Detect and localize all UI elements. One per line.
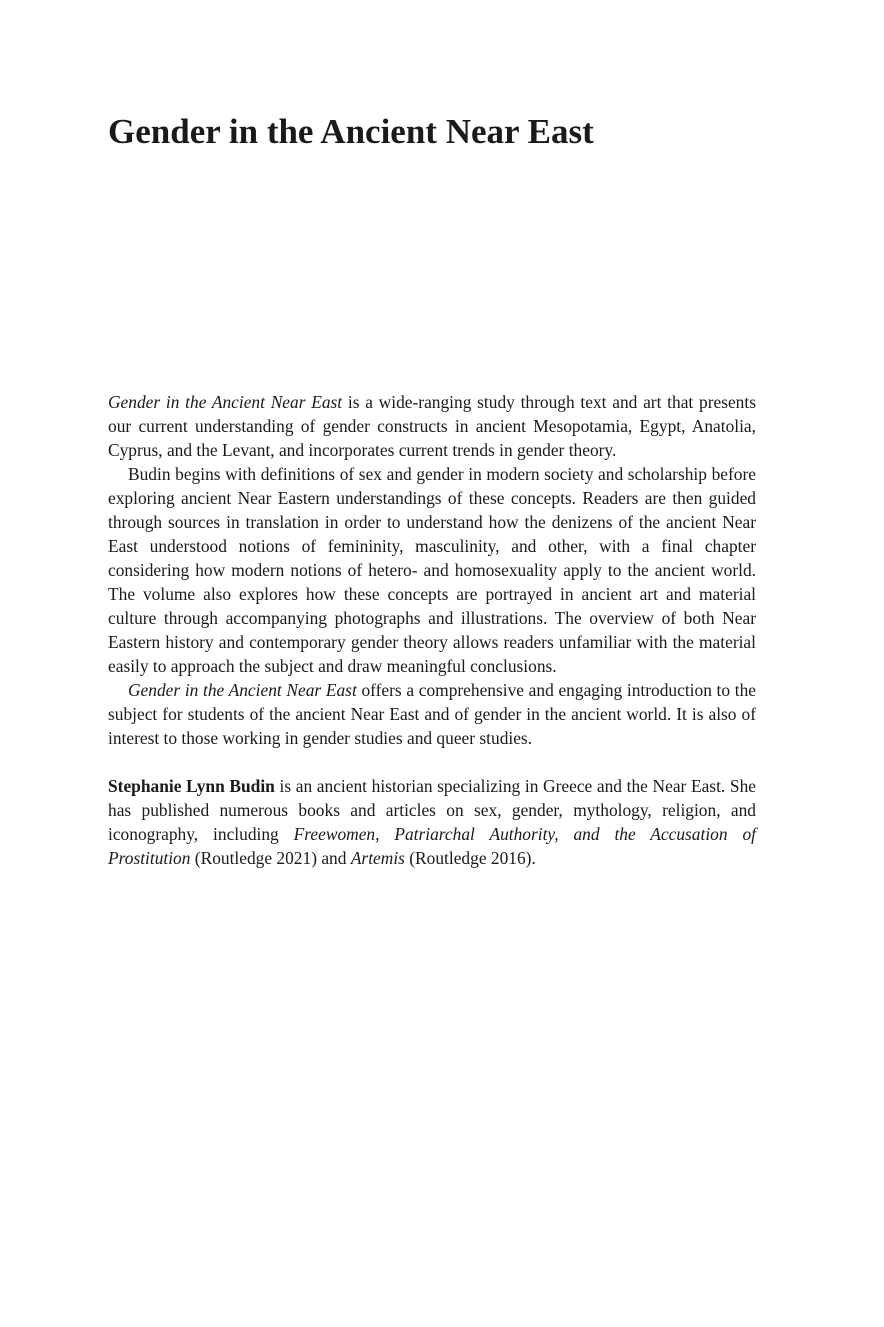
paragraph-text: is a wide-ranging study through text and art that presents our current understanding of gender constructs in ancient Mesopotamia, Egypt, Anatolia, Cyprus, and the Levant, and incorporates current trends in gender theory.: [108, 392, 756, 460]
bio-text: (Routledge 2021) and: [190, 848, 351, 868]
book-description: [108, 390, 756, 870]
bio-text: (Routledge 2016).: [404, 848, 536, 868]
author-bio: [108, 774, 756, 870]
paragraph-text: Budin begins with definitions of sex and gender in modern society and scholarship before exploring ancient Near Eastern understandings of these concepts. Readers are then guided through sources in translation in order to understand how the denizens of the ancient Near East understood notions of femininity, masculinity, and other, with a final chapter considering how modern notions of hetero- and homosexuality apply to the ancient world. The volume also explores how these concepts are portrayed in ancient art and material culture through accompanying photographs and illustrations. The overview of both Near Eastern history and contemporary gender theory allows readers unfamiliar with the material easily to approach the subject and draw meaningful conclusions.: [108, 464, 756, 676]
description-paragraph-1: [108, 390, 756, 462]
page-title: Gender in the Ancient Near East: [108, 112, 594, 151]
description-paragraph-3: [108, 678, 756, 750]
book-title-freewomen: Freewomen, Patriarchal Authority, and the Accusation of Prostitution: [108, 824, 756, 868]
author-name: Stephanie Lynn Budin: [108, 776, 275, 796]
bio-text: is an ancient historian specializing in Greece and the Near East. She has published numerous books and articles on sex, gender, mythology, religion, and iconography, including: [108, 776, 756, 844]
book-title-artemis: Artemis: [350, 848, 405, 868]
description-paragraph-2: [108, 462, 756, 678]
book-title-italic: Gender in the Ancient Near East: [128, 680, 357, 700]
paragraph-text: offers a comprehensive and engaging introduction to the subject for students of the ancient Near East and of gender in the ancient world. It is also of interest to those working in gender studies and queer studies.: [108, 680, 756, 748]
book-title-italic: Gender in the Ancient Near East: [108, 392, 343, 412]
